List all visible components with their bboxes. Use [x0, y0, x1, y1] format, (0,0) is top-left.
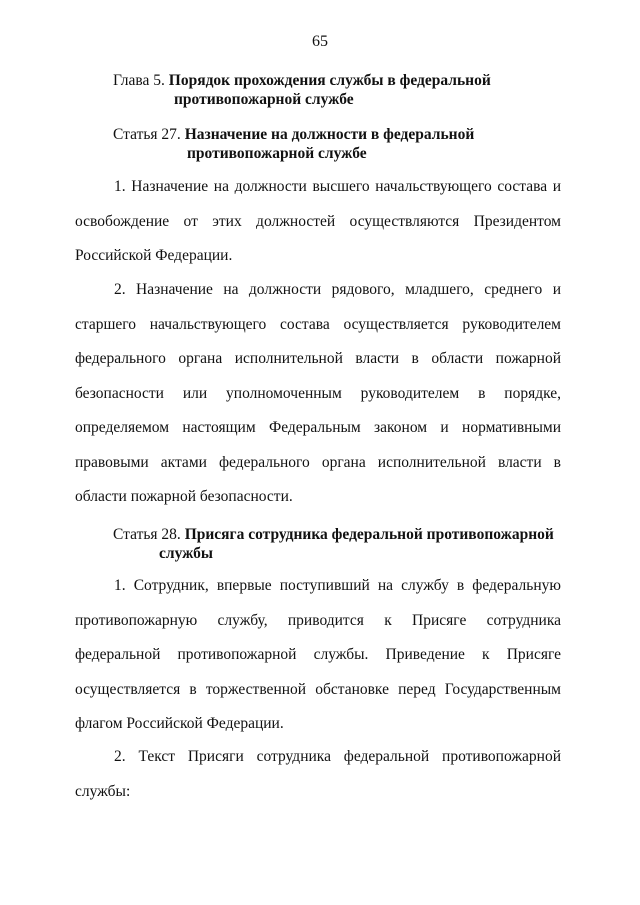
article-28-heading [113, 525, 554, 563]
article-27-title-line1: Назначение на должности в федеральной [184, 126, 475, 143]
article-28-paragraph-2: 2. Текст Присяги сотрудника федеральной противопожарной службы: [75, 748, 561, 800]
article-27-paragraph-1: 1. Назначение на должности высшего начальствующего состава и освобождение от этих должностей осуществляются Президентом Российской Федерации. [75, 178, 561, 264]
article-28-title-line2: службы [159, 545, 214, 562]
article-27-paragraph-2: 2. Назначение на должности рядового, младшего, среднего и старшего начальствующего состава осуществляется руководителем федерального органа исполнительной власти в области пожарной безопасности или уполномоченным руководителем в порядке, определяемом настоящим Федеральным законом и нормативными правовыми актами федерального органа исполнительной власти в области пожарной безопасности. [75, 281, 561, 505]
chapter-heading [113, 71, 491, 109]
article-27-title-line2: противопожарной службе [187, 145, 367, 162]
chapter-title-line2: противопожарной службе [174, 91, 354, 108]
chapter-prefix: Глава 5. [113, 72, 165, 89]
article-27-heading [113, 125, 474, 163]
article-28-title-line1: Присяга сотрудника федеральной противопожарной [184, 526, 554, 543]
article-28-prefix: Статья 28. [113, 526, 181, 543]
chapter-title-line1: Порядок прохождения службы в федеральной [168, 72, 491, 89]
page-number: 65 [312, 33, 328, 50]
article-28-paragraph-1: 1. Сотрудник, впервые поступивший на службу в федеральную противопожарную службу, приводится к Присяге сотрудника федеральной противопожарной службы. Приведение к Присяге осуществляется в торжественной обстановке перед Государственным флагом Российской Федерации. [75, 577, 561, 732]
article-27-prefix: Статья 27. [113, 126, 181, 143]
